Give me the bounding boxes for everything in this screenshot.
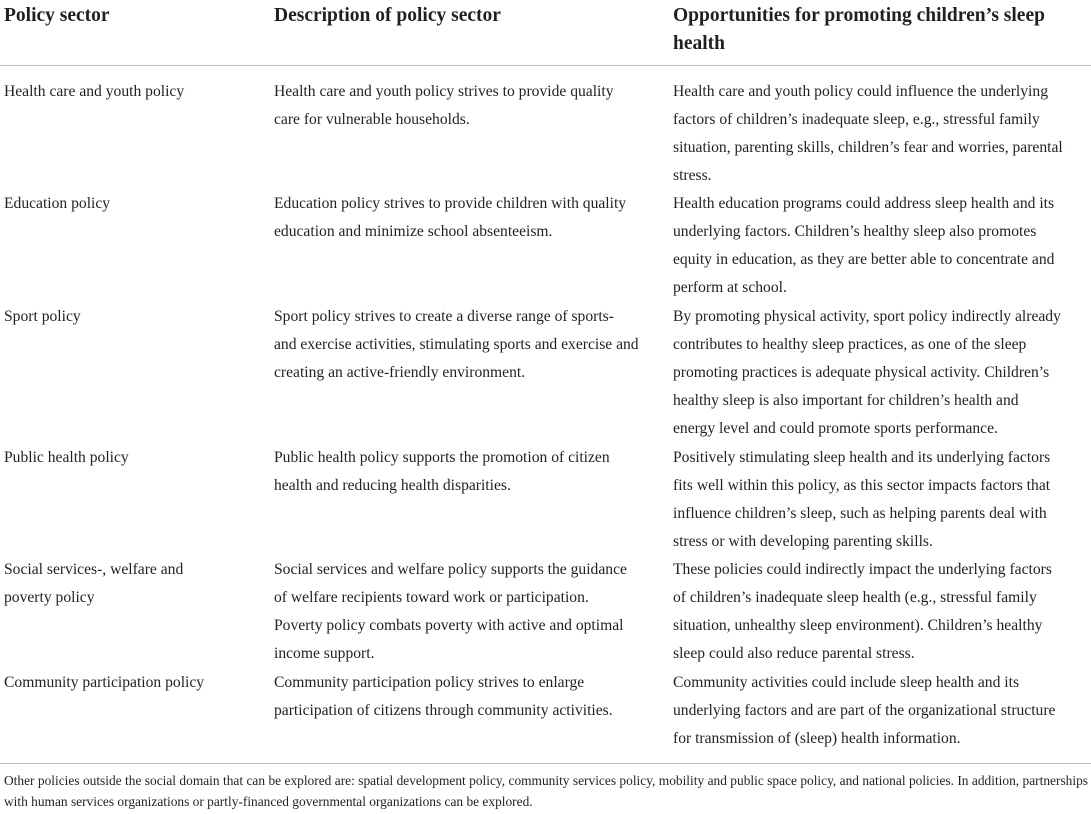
row-description: Sport policy strives to create a diverse range of sports- and exercise activities, stimulating sports and exercise and creating an active-friendly environment. (274, 308, 639, 382)
row-opportunities: These policies could indirectly impact the underlying factors of children’s inadequate sleep health (e.g., stressful family situation, unhealthy sleep environment). Children’s healthy sleep could also reduce parental stress. (673, 561, 1052, 663)
table-header (0, 0, 1091, 66)
table-bottom-rule (0, 763, 1091, 764)
row-description: Health care and youth policy strives to provide quality care for vulnerable households. (274, 83, 614, 129)
row-sector: Public health policy (4, 449, 129, 466)
row-opportunities: Positively stimulating sleep health and its underlying factors fits well within this policy, as this sector impacts factors that influence children’s sleep, such as helping parents deal with stress or with developing parenting skills. (673, 449, 1051, 551)
row-description: Social services and welfare policy supports the guidance of welfare recipients toward work or participation. Poverty policy combats poverty with active and optimal income support. (274, 561, 627, 663)
row-description: Public health policy supports the promotion of citizen health and reducing health disparities. (274, 449, 610, 495)
header-description: Description of policy sector (274, 5, 501, 26)
row-sector: Community participation policy (4, 674, 205, 691)
row-opportunities: By promoting physical activity, sport policy indirectly already contributes to healthy sleep practices, as one of the sleep promoting practices is adequate physical activity. Children’s healthy sleep is also important for children’s health and energy level and could promote sports performance. (673, 308, 1061, 438)
row-sector: Sport policy (4, 308, 81, 325)
row-sector: Education policy (4, 195, 111, 212)
row-opportunities: Health education programs could address sleep health and its underlying factors. Children’s healthy sleep also promotes equity in education, as they are better able to concentrate and perform at school. (673, 195, 1055, 297)
row-sector: Health care and youth policy (4, 83, 185, 100)
table-footnote: Other policies outside the social domain that can be explored are: spatial development policy, community services policy, mobility and public space policy, and national policies. In addition, partnerships with human services organizations or partly-financed governmental organizations can be explored. (4, 773, 1088, 809)
row-description: Education policy strives to provide children with quality education and minimize school absenteeism. (274, 195, 627, 241)
row-opportunities: Health care and youth policy could influence the underlying factors of children’s inadequate sleep, e.g., stressful family situation, parenting skills, children’s fear and worries, parental stress. (673, 83, 1063, 185)
row-description: Community participation policy strives to enlarge participation of citizens through community activities. (274, 674, 613, 720)
row-opportunities: Community activities could include sleep health and its underlying factors and are part of the organizational structure for transmission of (sleep) health information. (673, 674, 1056, 748)
row-sector: Social services-, welfare and poverty policy (4, 561, 184, 607)
header-opportunities: Opportunities for promoting children’s sleep health (673, 5, 1045, 54)
header-policy-sector: Policy sector (4, 5, 110, 26)
